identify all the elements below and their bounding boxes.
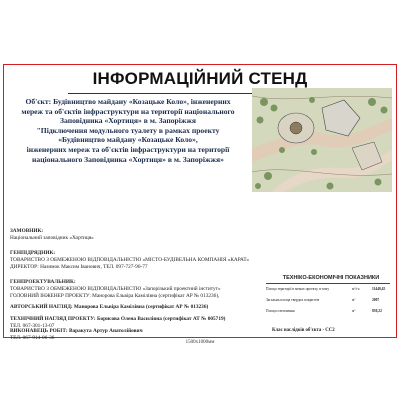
general-designer-line: ТОВАРИСТВО З ОБМЕЖЕНОЮ ВІДПОВІДАЛЬНІСТЮ «Запорізький проектний інститут»	[10, 286, 221, 292]
customer-line: Національний заповідник «Хортиця»	[10, 235, 94, 241]
tep-underline	[266, 283, 390, 284]
technical-supervision-head: ТЕХНІЧНИЙ НАГЛЯД ПРОЕКТУ: Борисова Олена Василівна (сертифікат АТ № 005719)	[10, 316, 226, 322]
tep-row-value: 850,22	[372, 309, 382, 313]
site-plan-map	[252, 88, 392, 192]
object-line: «Будівництво майдану «Козацьке Коло»,	[58, 135, 198, 145]
plan-center	[290, 122, 302, 134]
tep-row-value: 2007	[372, 298, 380, 302]
executor-line: ТЕЛ. 067-914-06-36	[10, 335, 55, 341]
object-line: інженерних мереж та об'єктів інфраструктури на території	[26, 144, 230, 154]
tep-title: ТЕХНІКО-ЕКОНОМІЧНІ ПОКАЗНИКИ	[282, 275, 380, 281]
tep-row-value: 11440,45	[372, 287, 386, 291]
customer-head: ЗАМОВНИК:	[10, 228, 44, 234]
general-contractor-line: ТОВАРИСТВО З ОБМЕЖЕНОЮ ВІДПОВІДАЛЬНІСТЮ «МІСТО-БУДІВЕЛЬНА КОМПАНІЯ «КАРАТ»	[10, 257, 250, 263]
general-contractor-head: ГЕНПІДРЯДНИК:	[10, 250, 56, 256]
object-description	[10, 97, 246, 164]
object-line: мереж та об'єктів інфраструктури на території національного	[21, 106, 235, 116]
general-contractor-section	[10, 250, 260, 271]
general-designer-head: ГЕНПРОЕКТУВАЛЬНИК:	[10, 279, 76, 285]
board-dimensions: 1500х1000мм	[185, 340, 215, 345]
author-supervision-section	[10, 304, 260, 311]
object-line: Заповідника «Хортиця» в м. Запоріжжя	[60, 116, 196, 126]
tep-row-label: Загальна площа твердих покриттів	[266, 298, 320, 302]
tep-row-unit: м²	[352, 298, 356, 302]
author-supervision-head: АВТОРСЬКИЙ НАГЛЯД: Манорова Ельвіра Камілівна (сертифікат АР № 013236)	[10, 304, 209, 310]
general-contractor-line: ДИРЕКТОР: Назимок Максим Іванович, ТЕЛ. 097-727-90-77	[10, 264, 148, 270]
general-designer-section	[10, 279, 260, 300]
technical-supervision-line: ТЕЛ. 067-301-13-07	[10, 323, 55, 329]
general-designer-line: ГОЛОВНИЙ ІНЖЕНЕР ПРОЕКТУ: Манорова Ельвіра Камілівна (сертифікат АР № 013236),	[10, 293, 220, 299]
tep-row-label: Площа озеленення	[266, 309, 295, 313]
info-board	[3, 64, 397, 341]
object-line: Об'єкт: Будівництво майдану «Козацьке Коло», інженерних	[25, 97, 231, 106]
tep-row-unit: м²/га	[352, 287, 360, 291]
consequence-class: Клас наслідків об'єкта - СС2	[272, 328, 335, 333]
tep-row-unit: м²	[352, 309, 356, 313]
object-line: національного Заповідника «Хортиця» в м. Запоріжжя»	[32, 154, 224, 164]
board-title: ІНФОРМАЦІЙНИЙ СТЕНД	[92, 69, 308, 88]
object-line: "Підключення модульного туалету в рамках проекту	[36, 125, 220, 135]
executor-head: ВИКОНАВЕЦЬ РОБІТ: Варакута Артур Анатолійович	[10, 328, 143, 334]
customer-section	[10, 228, 260, 242]
tep-row-label: Площа території в межах проекту, в тому	[266, 287, 330, 291]
